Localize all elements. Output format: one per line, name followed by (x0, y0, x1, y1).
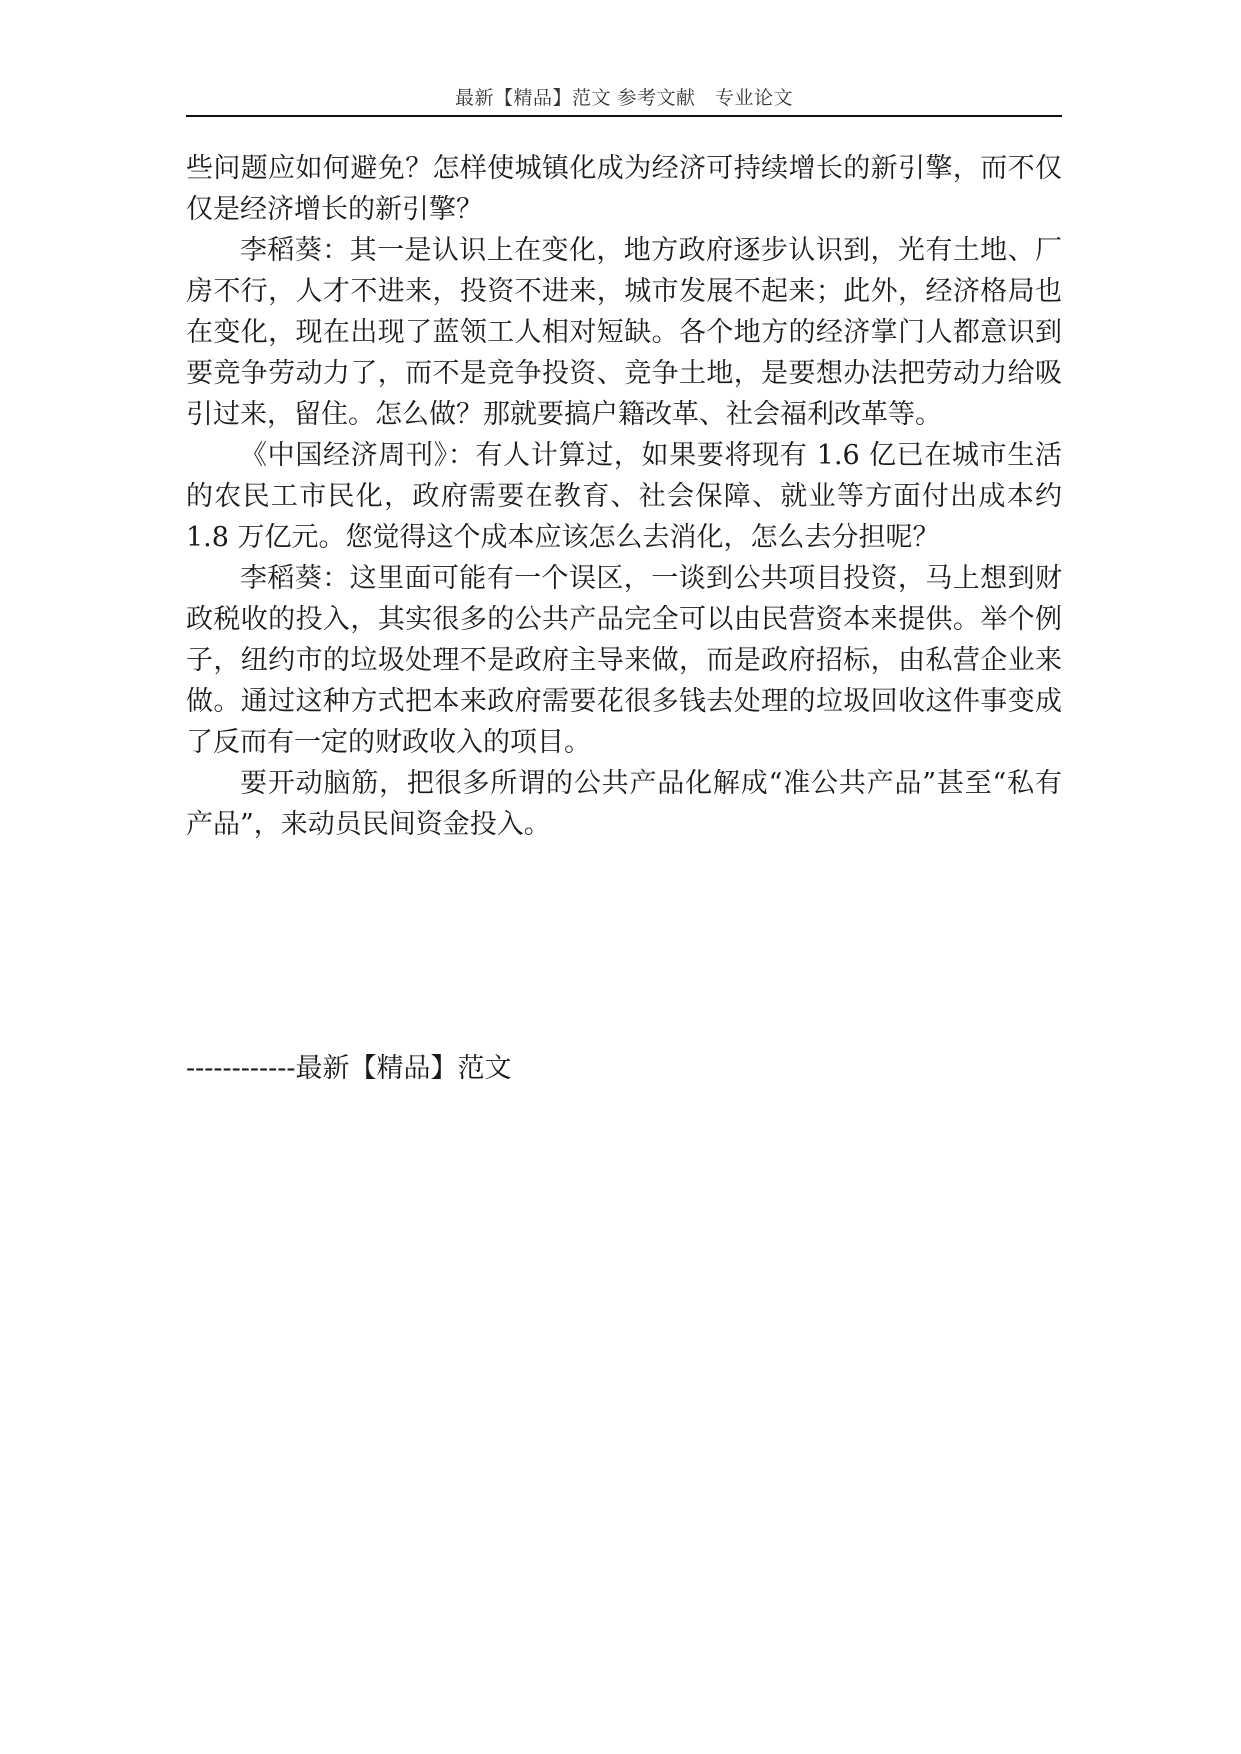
paragraph-answer-1: 李稻葵：其一是认识上在变化，地方政府逐步认识到，光有土地、厂房不行，人才不进来，投资不进来，城市发展不起来；此外，经济格局也在变化，现在出现了蓝领工人相对短缺。各个地方的经济掌门人都意识到要竞争劳动力了，而不是竞争投资、竞争土地，是要想办法把劳动力给吸引过来，留住。怎么做？那就要搞户籍改革、社会福利改革等。 (186, 235, 1062, 430)
header-divider (186, 115, 1062, 117)
paragraph-question-2: 《中国经济周刊》：有人计算过，如果要将现有 1.6 亿已在城市生活的农民工市民化，政府需要在教育、社会保障、就业等方面付出成本约 1.8 万亿元。您觉得这个成本应该怎么去消化，怎么去分担呢？ (186, 440, 1062, 553)
paragraph-continuation: 些问题应如何避免？怎样使城镇化成为经济可持续增长的新引擎，而不仅仅是经济增长的新引擎？ (186, 153, 1062, 225)
paragraph-conclusion: 要开动脑筋，把很多所谓的公共产品化解成“准公共产品”甚至“私有产品”，来动员民间资金投入。 (186, 768, 1062, 840)
paragraph-answer-2: 李稻葵：这里面可能有一个误区，一谈到公共项目投资，马上想到财政税收的投入，其实很多的公共产品完全可以由民营资本来提供。举个例子，纽约市的垃圾处理不是政府主导来做，而是政府招标，由私营企业来做。通过这种方式把本来政府需要花很多钱去处理的垃圾回收这件事变成了反而有一定的财政收入的项目。 (186, 563, 1062, 758)
page-header: 最新【精品】范文 参考文献 专业论文 (454, 87, 794, 109)
document-body (186, 148, 1062, 845)
page-footer: ------------最新【精品】范文 (186, 1053, 512, 1084)
